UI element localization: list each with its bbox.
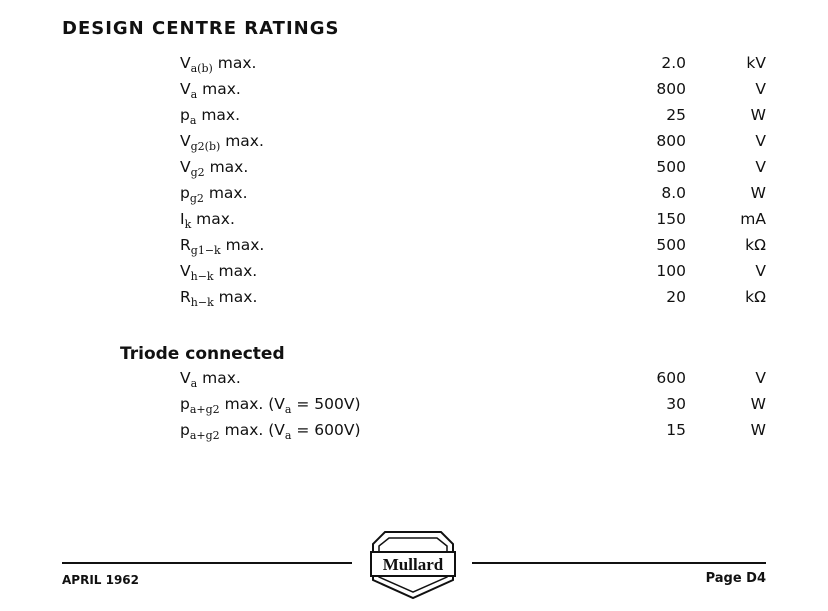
parameter-label	[180, 262, 258, 283]
symbol: V	[180, 80, 191, 98]
label-text: max.	[204, 158, 249, 176]
rating-row	[0, 369, 828, 395]
symbol: I	[180, 210, 185, 228]
rating-value: 800	[656, 132, 686, 150]
parameter-label	[180, 395, 361, 416]
rating-unit: mA	[740, 210, 766, 228]
parameter-label	[180, 210, 235, 231]
rating-row	[0, 395, 828, 421]
subscript: a	[190, 88, 198, 101]
symbol: p	[180, 395, 190, 413]
rating-row	[0, 236, 828, 262]
rating-value: 8.0	[661, 184, 686, 202]
rating-row	[0, 80, 828, 106]
parameter-label	[180, 54, 257, 75]
page-number: Page D4	[705, 571, 766, 586]
subscript: g2	[189, 192, 204, 205]
rating-row	[0, 421, 828, 447]
footer-rule-right	[472, 562, 766, 564]
rating-value: 2.0	[661, 54, 686, 72]
symbol: V	[180, 262, 191, 280]
footer-rule-left	[62, 562, 352, 564]
section-heading: DESIGN CENTRE RATINGS	[62, 18, 340, 39]
subscript: a	[284, 429, 292, 442]
label-text: max. (V	[219, 395, 285, 413]
symbol: R	[180, 288, 191, 306]
rating-unit: V	[755, 132, 766, 150]
subscript: a+g2	[189, 429, 220, 442]
parameter-label	[180, 184, 248, 205]
rating-value: 500	[656, 158, 686, 176]
rating-value: 30	[666, 395, 686, 413]
label-text: = 500V)	[291, 395, 361, 413]
rating-unit: V	[755, 158, 766, 176]
rating-row	[0, 54, 828, 80]
rating-value: 500	[656, 236, 686, 254]
rating-unit: W	[750, 106, 766, 124]
rating-unit: W	[750, 421, 766, 439]
parameter-label	[180, 236, 265, 257]
parameter-label	[180, 288, 258, 309]
rating-row	[0, 184, 828, 210]
label-text: max.	[213, 262, 258, 280]
parameter-label	[180, 158, 249, 179]
label-text: max.	[212, 54, 257, 72]
rating-unit: kV	[746, 54, 766, 72]
subscript: h−k	[190, 270, 214, 283]
symbol: V	[180, 158, 191, 176]
symbol: V	[180, 369, 191, 387]
rating-unit: V	[755, 262, 766, 280]
subscript: k	[184, 218, 192, 231]
rating-value: 25	[666, 106, 686, 124]
label-text: max.	[220, 236, 265, 254]
symbol: p	[180, 106, 190, 124]
parameter-label	[180, 132, 264, 153]
rating-row	[0, 210, 828, 236]
subscript: g1−k	[190, 244, 221, 257]
subscript: g2	[190, 166, 205, 179]
footer-date: APRIL 1962	[62, 573, 140, 587]
label-text: max.	[197, 369, 241, 387]
subscript: a+g2	[189, 403, 220, 416]
subscript: g2(b)	[190, 140, 221, 153]
rating-unit: V	[755, 369, 766, 387]
rating-unit: W	[750, 395, 766, 413]
rating-value: 600	[656, 369, 686, 387]
rating-unit: kΩ	[745, 288, 766, 306]
rating-row	[0, 106, 828, 132]
subscript: a(b)	[190, 62, 213, 75]
subscript: a	[284, 403, 292, 416]
rating-value: 800	[656, 80, 686, 98]
rating-row	[0, 132, 828, 158]
rating-value: 150	[656, 210, 686, 228]
symbol: p	[180, 421, 190, 439]
symbol: R	[180, 236, 191, 254]
parameter-label	[180, 106, 241, 127]
label-text: max.	[197, 80, 241, 98]
label-text: max. (V	[219, 421, 285, 439]
label-text: max.	[220, 132, 264, 150]
label-text: max.	[213, 288, 258, 306]
rating-value: 20	[666, 288, 686, 306]
rating-value: 15	[666, 421, 686, 439]
parameter-label	[180, 80, 241, 101]
rating-row	[0, 262, 828, 288]
label-text: = 600V)	[291, 421, 361, 439]
subscript: h−k	[190, 296, 214, 309]
parameter-label	[180, 421, 361, 442]
triode-subheading: Triode connected	[120, 344, 285, 364]
symbol: p	[180, 184, 190, 202]
rating-unit: W	[750, 184, 766, 202]
mullard-logo	[365, 530, 461, 600]
parameter-label	[180, 369, 241, 390]
logo-text: Mullard	[382, 555, 444, 574]
symbol: V	[180, 54, 191, 72]
label-text: max.	[203, 184, 248, 202]
rating-value: 100	[656, 262, 686, 280]
subscript: a	[189, 114, 197, 127]
label-text: max.	[191, 210, 235, 228]
symbol: V	[180, 132, 191, 150]
rating-unit: kΩ	[745, 236, 766, 254]
label-text: max.	[196, 106, 241, 124]
subscript: a	[190, 377, 198, 390]
rating-row	[0, 158, 828, 184]
rating-row	[0, 288, 828, 314]
rating-unit: V	[755, 80, 766, 98]
